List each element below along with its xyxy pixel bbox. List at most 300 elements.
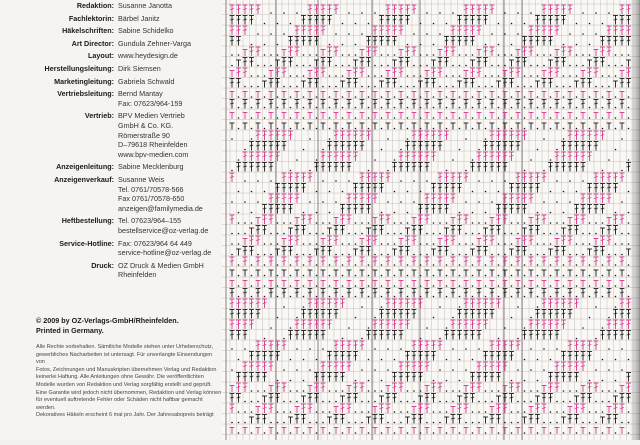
stitch-cross [458,418,462,419]
stitch-cross [529,229,533,230]
stitch-cross [549,303,553,304]
chain-dot [251,212,253,214]
stitch-cross [471,334,475,335]
stitch-cross [328,366,332,367]
stitch-cross [256,166,260,167]
chain-dot [238,128,240,130]
stitch-cross [230,9,234,10]
chain-dot [316,128,318,130]
stitch-cross [497,229,501,230]
stitch-cross [568,166,572,167]
stitch-cross [451,229,455,230]
chain-dot [550,128,552,130]
stitch-cross [393,19,397,20]
chain-dot [452,254,454,256]
stitch-cross [568,292,572,293]
chain-dot [303,285,305,287]
stitch-cross [607,198,611,199]
chain-dot [231,369,233,371]
imprint-value: Tel. 0761/70578-566 [118,184,184,194]
stitch-cross [490,240,494,241]
stitch-cross [263,303,267,304]
chain-dot [348,422,350,424]
legal-line: Modelle wurden von Redaktion und Verlag sorgfältig erstellt und geprüft. [36,381,212,388]
chain-dot [517,12,519,14]
stitch-cross [425,366,429,367]
stitch-cross [373,292,377,293]
stitch-cross [438,261,442,262]
chain-dot [277,128,279,130]
stitch-cross [549,166,553,167]
stitch-cross [510,397,514,398]
stitch-cross [412,51,416,52]
chain-dot [543,422,545,424]
chain-dot [602,107,604,109]
stitch-cross [555,303,559,304]
chain-dot [277,117,279,119]
chain-dot [270,180,272,182]
chain-dot [446,107,448,109]
chain-dot [472,422,474,424]
chain-dot [361,33,363,35]
chain-dot [608,75,610,77]
chain-dot [582,180,584,182]
stitch-cross [269,145,273,146]
crochet-chart-svg [222,0,640,440]
imprint-label: Service-Hotline: [59,238,114,248]
stitch-cross [347,82,351,83]
chain-dot [608,348,610,350]
stitch-cross [321,324,325,325]
chain-dot [537,117,539,119]
stitch-cross [484,324,488,325]
chain-dot [517,233,519,235]
chain-dot [400,86,402,88]
stitch-cross [289,135,293,136]
chain-dot [582,12,584,14]
chain-dot [381,107,383,109]
chain-dot [615,390,617,392]
chain-dot [504,243,506,245]
stitch-cross [607,40,611,41]
stitch-cross [354,387,358,388]
chain-dot [459,65,461,67]
chain-dot [407,390,409,392]
chain-dot [550,285,552,287]
chain-dot [530,65,532,67]
stitch-cross [490,366,494,367]
chain-dot [290,401,292,403]
stitch-cross [406,19,410,20]
imprint-value: Sabine Mecklenburg [118,162,184,172]
stitch-cross [269,103,273,104]
stitch-cross [575,166,579,167]
chain-dot [426,33,428,35]
stitch-cross [341,156,345,157]
stitch-cross [347,103,351,104]
chain-dot [368,275,370,277]
stitch-cross [594,292,598,293]
chain-dot [309,254,311,256]
chain-dot [595,306,597,308]
chain-dot [355,96,357,98]
chain-dot [238,233,240,235]
stitch-cross [614,334,618,335]
chain-dot [361,306,363,308]
stitch-cross [581,355,585,356]
chain-dot [485,432,487,434]
chain-dot [296,159,298,161]
chain-dot [582,233,584,235]
chain-dot [303,264,305,266]
chain-dot [550,117,552,119]
stitch-cross [588,387,592,388]
chain-dot [446,327,448,329]
chain-dot [498,44,500,46]
chain-dot [589,233,591,235]
stitch-cross [425,166,429,167]
chain-dot [407,96,409,98]
stitch-cross [523,40,527,41]
chain-dot [387,254,389,256]
stitch-cross [295,103,299,104]
chain-dot [602,75,604,77]
stitch-cross [555,9,559,10]
stitch-cross [243,334,247,335]
legal-line: Eine Garantie wird jedoch nicht übernommen, Redaktion und Verlag können [36,389,222,396]
stitch-cross [237,9,241,10]
stitch-cross [445,135,449,136]
chain-dot [238,191,240,193]
chain-dot [472,359,474,361]
stitch-cross [367,51,371,52]
stitch-cross [438,61,442,62]
chain-dot [485,107,487,109]
stitch-cross [607,418,611,419]
stitch-cross [581,156,585,157]
chain-dot [303,149,305,151]
chain-dot [238,432,240,434]
stitch-cross [406,156,410,157]
stitch-cross [523,250,527,251]
chain-dot [446,296,448,298]
stitch-cross [282,135,286,136]
stitch-cross [360,292,364,293]
chain-dot [621,201,623,203]
chain-dot [342,432,344,434]
stitch-cross [412,366,416,367]
chain-dot [439,369,441,371]
chain-dot [563,222,565,224]
chain-dot [615,380,617,382]
chain-dot [439,422,441,424]
chain-dot [465,243,467,245]
stitch-cross [484,366,488,367]
chain-dot [413,65,415,67]
stitch-cross [594,208,598,209]
chain-dot [322,233,324,235]
chain-dot [244,411,246,413]
chain-dot [556,233,558,235]
chain-dot [433,44,435,46]
stitch-cross [412,240,416,241]
stitch-cross [230,30,234,31]
chain-dot [329,432,331,434]
chain-dot [283,306,285,308]
chain-dot [595,33,597,35]
imprint-label: Häkelschriften: [62,26,114,36]
stitch-cross [243,324,247,325]
chain-dot [589,54,591,56]
chain-dot [381,128,383,130]
chain-dot [576,23,578,25]
stitch-cross [607,292,611,293]
chain-dot [400,411,402,413]
chain-dot [498,54,500,56]
stitch-cross [256,240,260,241]
imprint-value: Gundula Zehner-Varga [118,38,191,48]
chain-dot [576,285,578,287]
stitch-cross [529,261,533,262]
stitch-cross [425,397,429,398]
chain-dot [589,275,591,277]
chain-dot [355,275,357,277]
chain-dot [524,170,526,172]
stitch-cross [464,103,468,104]
chain-dot [517,369,519,371]
chain-dot [589,317,591,319]
chain-dot [264,275,266,277]
chain-dot [452,75,454,77]
chain-dot [322,422,324,424]
chain-dot [270,33,272,35]
stitch-cross [536,19,540,20]
chain-dot [498,75,500,77]
stitch-cross [341,229,345,230]
stitch-cross [445,177,449,178]
chain-dot [400,201,402,203]
imprint-row [0,261,222,280]
stitch-cross [542,334,546,335]
stitch-cross [295,292,299,293]
chain-dot [264,338,266,340]
chain-dot [355,243,357,245]
chain-dot [264,191,266,193]
stitch-cross [620,313,624,314]
stitch-cross [529,187,533,188]
chain-dot [550,432,552,434]
stitch-cross [510,198,514,199]
stitch-cross [614,40,618,41]
stitch-cross [484,9,488,10]
chain-dot [407,138,409,140]
chain-dot [407,411,409,413]
stitch-cross [295,334,299,335]
chain-dot [426,254,428,256]
chain-dot [244,348,246,350]
stitch-cross [614,187,618,188]
chain-dot [381,117,383,119]
stitch-cross [328,51,332,52]
stitch-cross [380,324,384,325]
stitch-cross [529,324,533,325]
chain-dot [420,75,422,77]
chain-dot [342,296,344,298]
chain-dot [550,233,552,235]
stitch-cross [601,208,605,209]
stitch-cross [256,292,260,293]
chain-dot [504,33,506,35]
chain-dot [238,96,240,98]
stitch-cross [406,61,410,62]
stitch-cross [425,355,429,356]
stitch-cross [289,198,293,199]
chain-dot [329,285,331,287]
chain-dot [316,117,318,119]
chain-dot [563,86,565,88]
chain-dot [309,201,311,203]
stitch-cross [490,103,494,104]
chain-dot [231,138,233,140]
stitch-cross [477,72,481,73]
chain-dot [582,422,584,424]
chain-dot [264,390,266,392]
stitch-cross [438,387,442,388]
chain-dot [257,75,259,77]
stitch-cross [555,292,559,293]
chain-dot [394,54,396,56]
chain-dot [433,411,435,413]
stitch-cross [406,51,410,52]
chain-dot [407,285,409,287]
chain-dot [342,285,344,287]
chain-dot [368,285,370,287]
chain-dot [264,117,266,119]
chain-dot [303,380,305,382]
stitch-cross [477,261,481,262]
chain-dot [270,327,272,329]
stitch-cross [432,198,436,199]
chain-dot [530,159,532,161]
stitch-cross [594,61,598,62]
stitch-cross [523,135,527,136]
stitch-cross [432,397,436,398]
chain-dot [621,348,623,350]
stitch-cross [393,324,397,325]
stitch-cross [393,72,397,73]
chain-dot [264,65,266,67]
chain-dot [589,117,591,119]
stitch-cross [295,324,299,325]
stitch-cross [243,156,247,157]
stitch-cross [230,82,234,83]
chain-dot [290,327,292,329]
chain-dot [465,65,467,67]
stitch-cross [282,72,286,73]
stitch-cross [536,313,540,314]
stitch-cross [256,135,260,136]
stitch-cross [308,334,312,335]
stitch-cross [555,72,559,73]
chain-dot [615,107,617,109]
stitch-cross [562,9,566,10]
stitch-cross [399,250,403,251]
stitch-cross [237,30,241,31]
chain-dot [277,107,279,109]
stitch-cross [256,366,260,367]
imprint-value: Susanne Janotta [118,1,172,10]
chain-dot [238,54,240,56]
chain-dot [472,275,474,277]
chain-dot [296,317,298,319]
stitch-cross [256,103,260,104]
stitch-cross [380,19,384,20]
stitch-cross [581,103,585,104]
stitch-cross [263,229,267,230]
chain-dot [615,75,617,77]
chain-dot [569,401,571,403]
chain-dot [238,117,240,119]
imprint-value: BPV Medien Vertrieb [118,111,185,121]
stitch-cross [328,156,332,157]
stitch-cross [282,292,286,293]
stitch-cross [393,82,397,83]
chain-dot [303,243,305,245]
chain-dot [576,75,578,77]
imprint-label: Fachlektorin: [68,13,114,23]
chain-dot [621,138,623,140]
stitch-cross [568,229,572,230]
stitch-cross [451,334,455,335]
chain-dot [602,128,604,130]
chain-dot [478,422,480,424]
chain-dot [524,285,526,287]
chain-dot [329,86,331,88]
imprint-row [0,64,222,74]
stitch-cross [243,261,247,262]
stitch-cross [295,418,299,419]
chain-dot [387,369,389,371]
chain-dot [381,296,383,298]
stitch-cross [562,51,566,52]
stitch-cross [347,366,351,367]
stitch-cross [477,366,481,367]
stitch-cross [575,208,579,209]
stitch-cross [575,145,579,146]
stitch-cross [256,261,260,262]
chain-dot [589,264,591,266]
chain-dot [563,432,565,434]
chain-dot [459,117,461,119]
chain-dot [478,233,480,235]
chain-dot [439,338,441,340]
stitch-cross [588,187,592,188]
chain-dot [400,422,402,424]
chain-dot [478,411,480,413]
stitch-cross [510,145,514,146]
imprint-value: www.bpv-medien.com [118,149,189,159]
chain-dot [309,54,311,56]
chain-dot [459,128,461,130]
stitch-cross [256,313,260,314]
stitch-cross [256,156,260,157]
chain-dot [264,54,266,56]
stitch-cross [516,103,520,104]
chain-dot [543,369,545,371]
stitch-cross [230,292,234,293]
stitch-cross [295,51,299,52]
chain-dot [394,359,396,361]
